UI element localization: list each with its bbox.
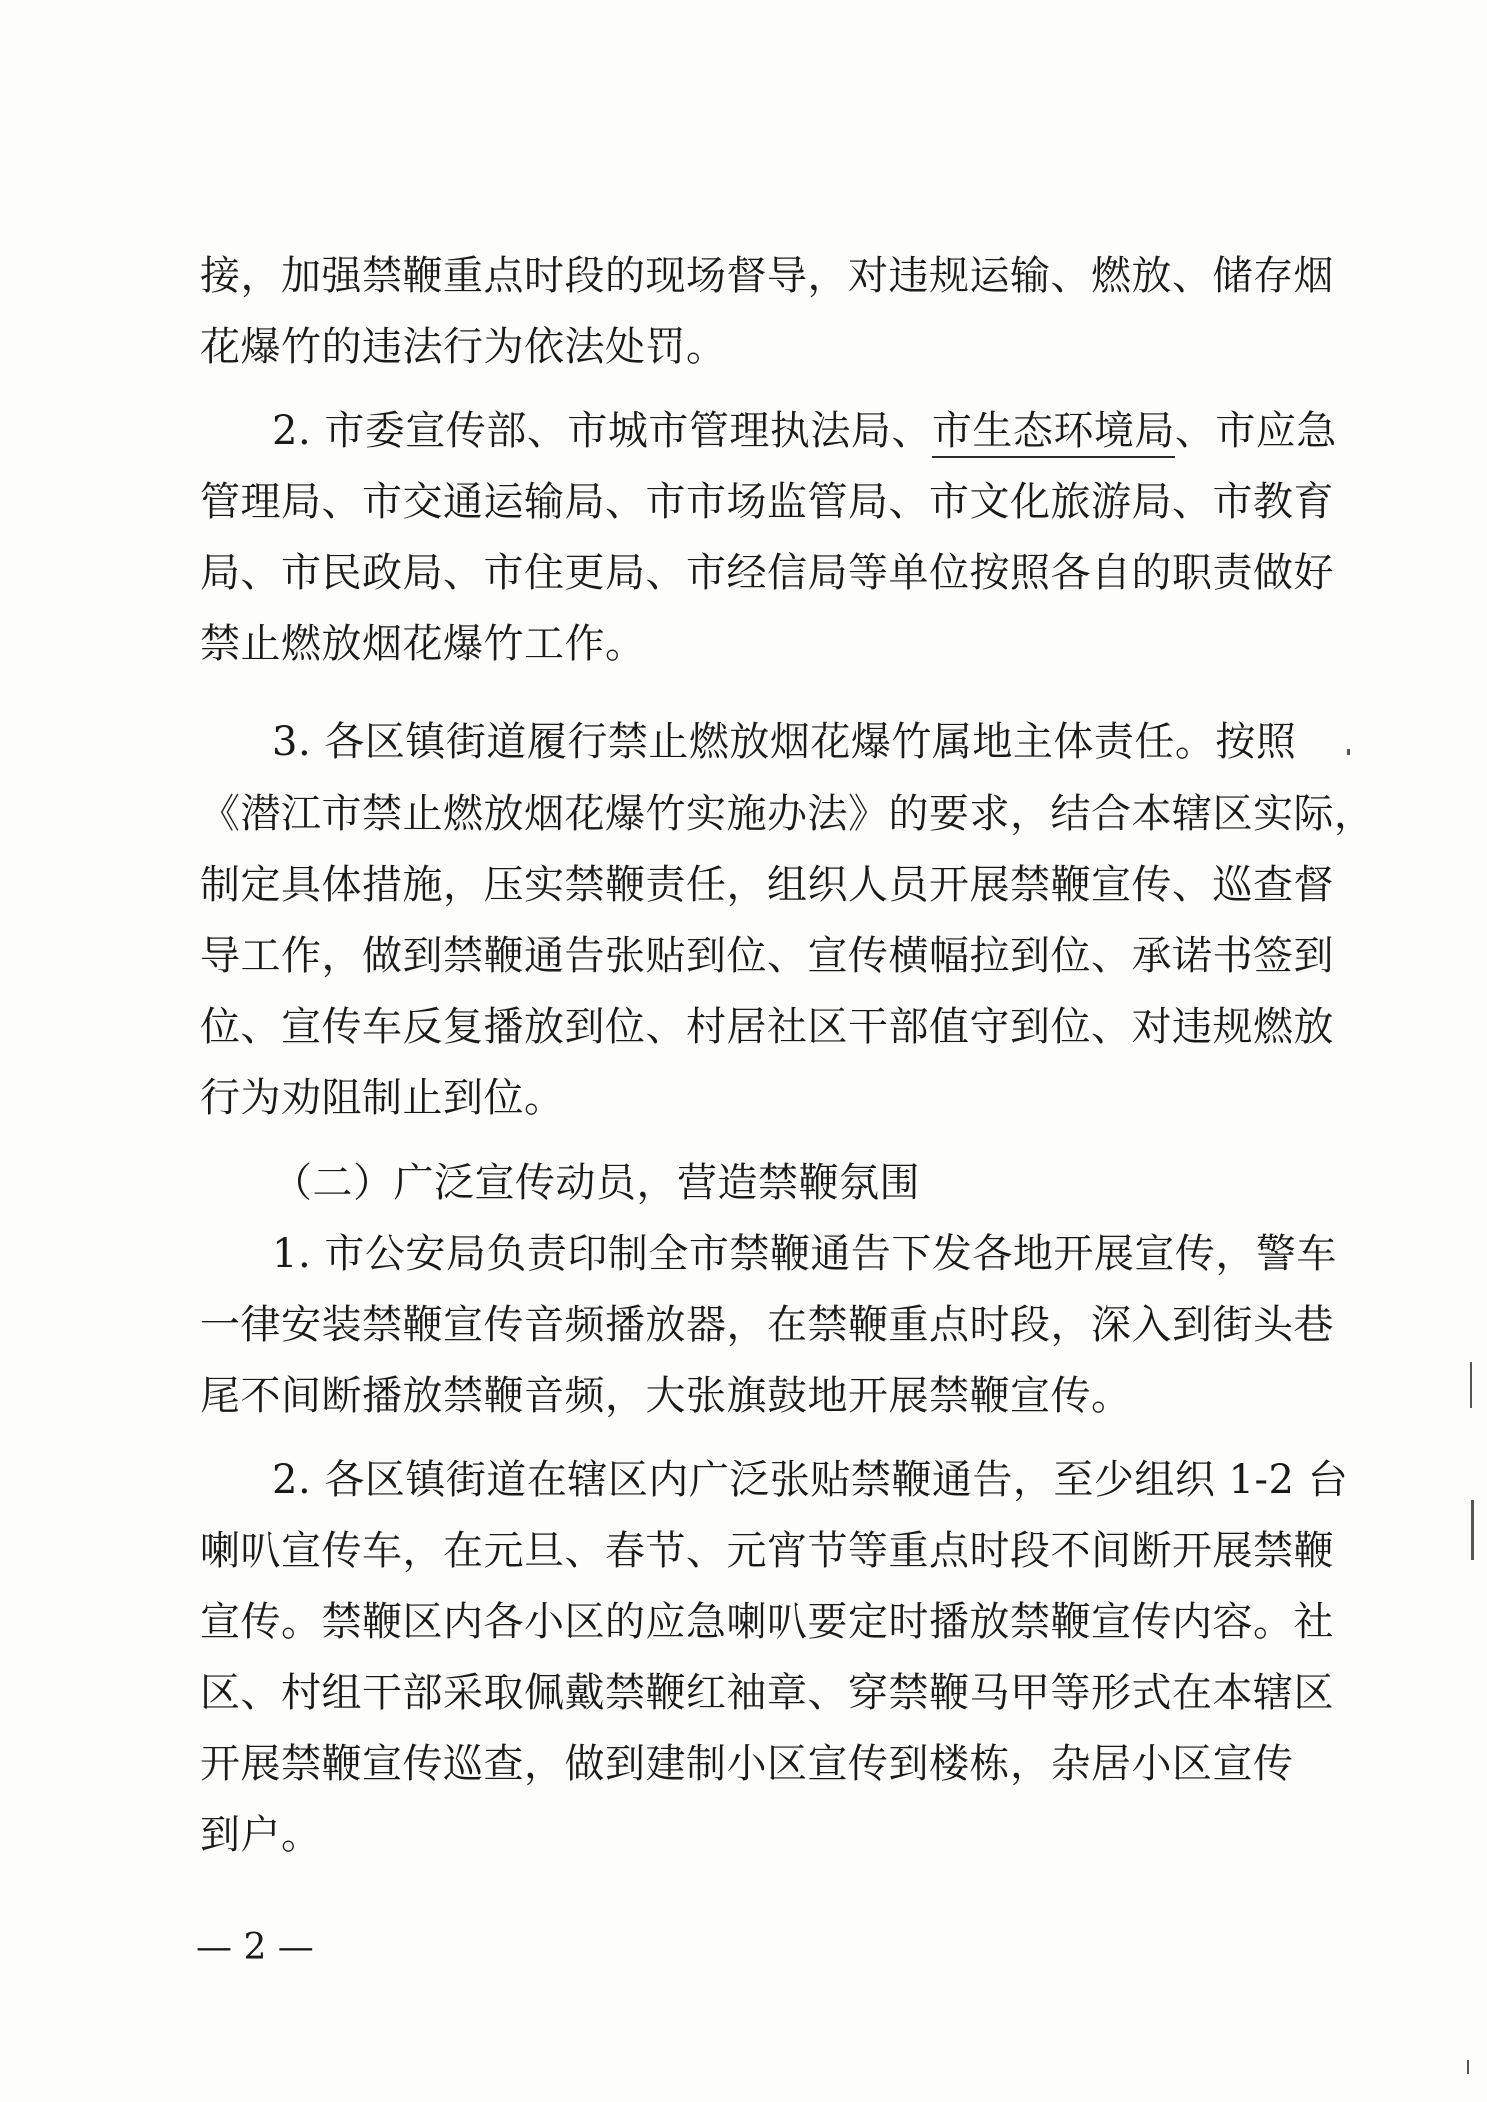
paragraph-line: 《潜江市禁止燃放烟花爆竹实施办法》的要求，结合本辖区实际，: [200, 791, 1375, 837]
text-segment: 2. 市委宣传部、市城市管理执法局、: [272, 408, 932, 454]
scan-artifact-mark: [1467, 2060, 1469, 2074]
paragraph-line: 行为劝阻制止到位。: [200, 1075, 565, 1121]
paragraph-line: 一律安装禁鞭宣传音频播放器，在禁鞭重点时段，深入到街头巷: [200, 1302, 1334, 1348]
paragraph-line: [272, 407, 1337, 455]
paragraph-line: 区、村组干部采取佩戴禁鞭红袖章、穿禁鞭马甲等形式在本辖区: [200, 1670, 1334, 1716]
page-number: — 2 —: [196, 1927, 314, 1968]
paragraph-line: 导工作，做到禁鞭通告张贴到位、宣传横幅拉到位、承诺书签到: [200, 933, 1334, 979]
paragraph-line: 尾不间断播放禁鞭音频，大张旗鼓地开展禁鞭宣传。: [200, 1373, 1132, 1419]
paragraph-line: 到户。: [200, 1812, 322, 1858]
paragraph-line: 局、市民政局、市住更局、市经信局等单位按照各自的职责做好: [200, 550, 1334, 596]
section-heading: （二）广泛宣传动员，营造禁鞭氛围: [272, 1160, 920, 1206]
underlined-text: 市生态环境局: [932, 408, 1175, 458]
paragraph-line: 2. 各区镇街道在辖区内广泛张贴禁鞭通告，至少组织 1-2 台: [272, 1457, 1349, 1503]
scan-artifact-mark: [1470, 1362, 1472, 1408]
paragraph-line: 喇叭宣传车，在元旦、春节、元宵节等重点时段不间断开展禁鞭: [200, 1528, 1334, 1574]
paragraph-line: 宣传。禁鞭区内各小区的应急喇叭要定时播放禁鞭宣传内容。社: [200, 1599, 1334, 1645]
scan-artifact-mark: [1347, 749, 1350, 755]
scan-artifact-mark: [1471, 1500, 1474, 1560]
text-segment: 、市应急: [1174, 408, 1337, 454]
paragraph-line: 禁止燃放烟花爆竹工作。: [200, 621, 646, 667]
paragraph-line: 3. 各区镇街道履行禁止燃放烟花爆竹属地主体责任。按照: [272, 719, 1297, 765]
paragraph-line: 接，加强禁鞭重点时段的现场督导，对违规运输、燃放、储存烟: [200, 253, 1334, 299]
paragraph-line: 开展禁鞭宣传巡查，做到建制小区宣传到楼栋，杂居小区宣传: [200, 1741, 1294, 1787]
paragraph-line: 花爆竹的违法行为依法处罚。: [200, 324, 727, 370]
paragraph-line: 位、宣传车反复播放到位、村居社区干部值守到位、对违规燃放: [200, 1004, 1334, 1050]
paragraph-line: 1. 市公安局负责印制全市禁鞭通告下发各地开展宣传，警车: [272, 1231, 1337, 1277]
paragraph-line: 管理局、市交通运输局、市市场监管局、市文化旅游局、市教育: [200, 479, 1334, 525]
paragraph-line: 制定具体措施，压实禁鞭责任，组织人员开展禁鞭宣传、巡查督: [200, 862, 1334, 908]
